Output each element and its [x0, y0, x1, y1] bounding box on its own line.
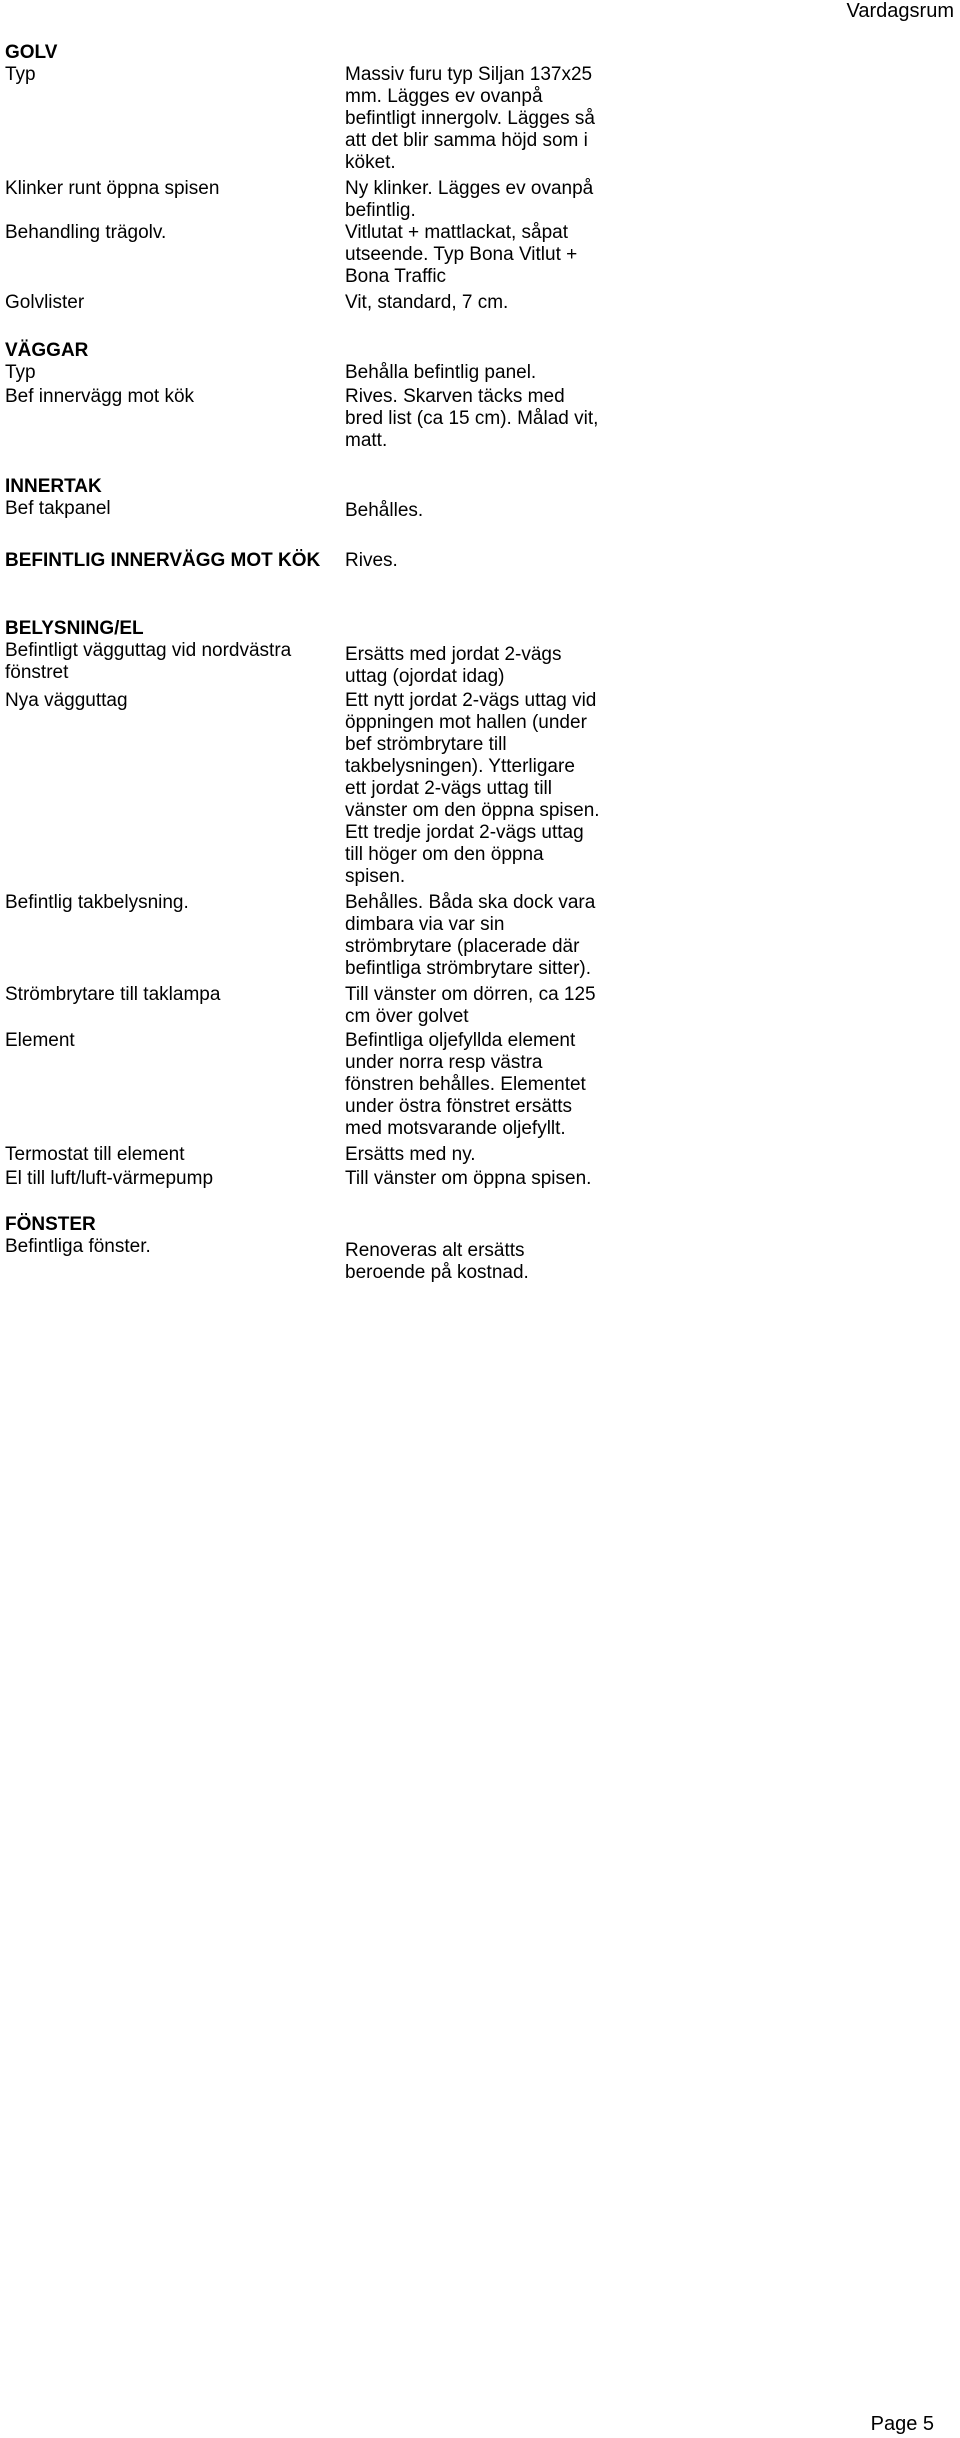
item-label: Befintlig takbelysning. — [5, 892, 189, 913]
item-label: Nya vägguttag — [5, 690, 128, 711]
item-label: Typ — [5, 362, 36, 383]
description-text: Behålles. — [345, 500, 424, 521]
description-text: Vitlutat + mattlackat, såpat — [345, 222, 569, 243]
item-label: Klinker runt öppna spisen — [5, 178, 220, 199]
description-text: öppningen mot hallen (under — [345, 712, 587, 733]
page-number: Page 5 — [870, 2413, 934, 2435]
description-text: till höger om den öppna — [345, 844, 544, 865]
section-heading: INNERTAK — [5, 476, 102, 497]
item-label: Golvlister — [5, 292, 85, 313]
description-text: köket. — [345, 152, 396, 173]
description-text: matt. — [345, 430, 388, 451]
description-text: under östra fönstret ersätts — [345, 1096, 573, 1117]
description-text: Massiv furu typ Siljan 137x25 — [345, 64, 593, 85]
description-text: Till vänster om dörren, ca 125 — [345, 984, 596, 1005]
description-text: Ett nytt jordat 2-vägs uttag vid — [345, 690, 597, 711]
description-text: Ersätts med jordat 2-vägs — [345, 644, 562, 665]
description-text: mm. Lägges ev ovanpå — [345, 86, 543, 107]
description-text: fönstren behålles. Elementet — [345, 1074, 586, 1095]
item-label: Bef takpanel — [5, 498, 111, 519]
description-text: befintliga strömbrytare sitter). — [345, 958, 592, 979]
description-text: Bona Traffic — [345, 266, 447, 287]
description-text: Befintliga oljefyllda element — [345, 1030, 576, 1051]
item-label: Typ — [5, 64, 36, 85]
page-header-title: Vardagsrum — [846, 0, 954, 22]
description-text: Renoveras alt ersätts — [345, 1240, 525, 1261]
description-text: att det blir samma höjd som i — [345, 130, 588, 151]
section-heading: VÄGGAR — [5, 340, 89, 361]
description-text: Rives. — [345, 550, 398, 571]
section-heading: GOLV — [5, 42, 58, 63]
description-text: beroende på kostnad. — [345, 1262, 529, 1283]
item-label: Termostat till element — [5, 1144, 185, 1165]
item-label: Strömbrytare till taklampa — [5, 984, 221, 1005]
description-text: takbelysningen). Ytterligare — [345, 756, 575, 777]
description-text: bred list (ca 15 cm). Målad vit, — [345, 408, 599, 429]
item-label: El till luft/luft-värmepump — [5, 1168, 214, 1189]
item-label: Bef innervägg mot kök — [5, 386, 195, 407]
description-text: Behålla befintlig panel. — [345, 362, 537, 383]
item-label: Element — [5, 1030, 75, 1051]
description-text: befintlig. — [345, 200, 416, 221]
item-label: Behandling trägolv. — [5, 222, 167, 243]
description-text: Till vänster om öppna spisen. — [345, 1168, 592, 1189]
description-text: med motsvarande oljefyllt. — [345, 1118, 566, 1139]
description-text: Vit, standard, 7 cm. — [345, 292, 509, 313]
description-text: utseende. Typ Bona Vitlut + — [345, 244, 578, 265]
description-text: vänster om den öppna spisen. — [345, 800, 600, 821]
section-heading: BELYSNING/EL — [5, 618, 144, 639]
description-text: Ett tredje jordat 2-vägs uttag — [345, 822, 584, 843]
item-label: Befintliga fönster. — [5, 1236, 151, 1257]
description-text: cm över golvet — [345, 1006, 469, 1027]
description-text: Ny klinker. Lägges ev ovanpå — [345, 178, 594, 199]
description-text: Ersätts med ny. — [345, 1144, 476, 1165]
description-text: bef strömbrytare till — [345, 734, 507, 755]
section-heading: FÖNSTER — [5, 1214, 96, 1235]
description-text: spisen. — [345, 866, 406, 887]
description-text: Rives. Skarven täcks med — [345, 386, 565, 407]
description-text: uttag (ojordat idag) — [345, 666, 505, 687]
description-text: befintligt innergolv. Lägges så — [345, 108, 595, 129]
description-text: under norra resp västra — [345, 1052, 543, 1073]
description-text: Behålles. Båda ska dock vara — [345, 892, 596, 913]
description-text: dimbara via var sin — [345, 914, 505, 935]
item-label: fönstret — [5, 662, 69, 683]
description-text: strömbrytare (placerade där — [345, 936, 580, 957]
section-heading: BEFINTLIG INNERVÄGG MOT KÖK — [5, 550, 321, 571]
description-text: ett jordat 2-vägs uttag till — [345, 778, 552, 799]
item-label: Befintligt vägguttag vid nordvästra — [5, 640, 292, 661]
